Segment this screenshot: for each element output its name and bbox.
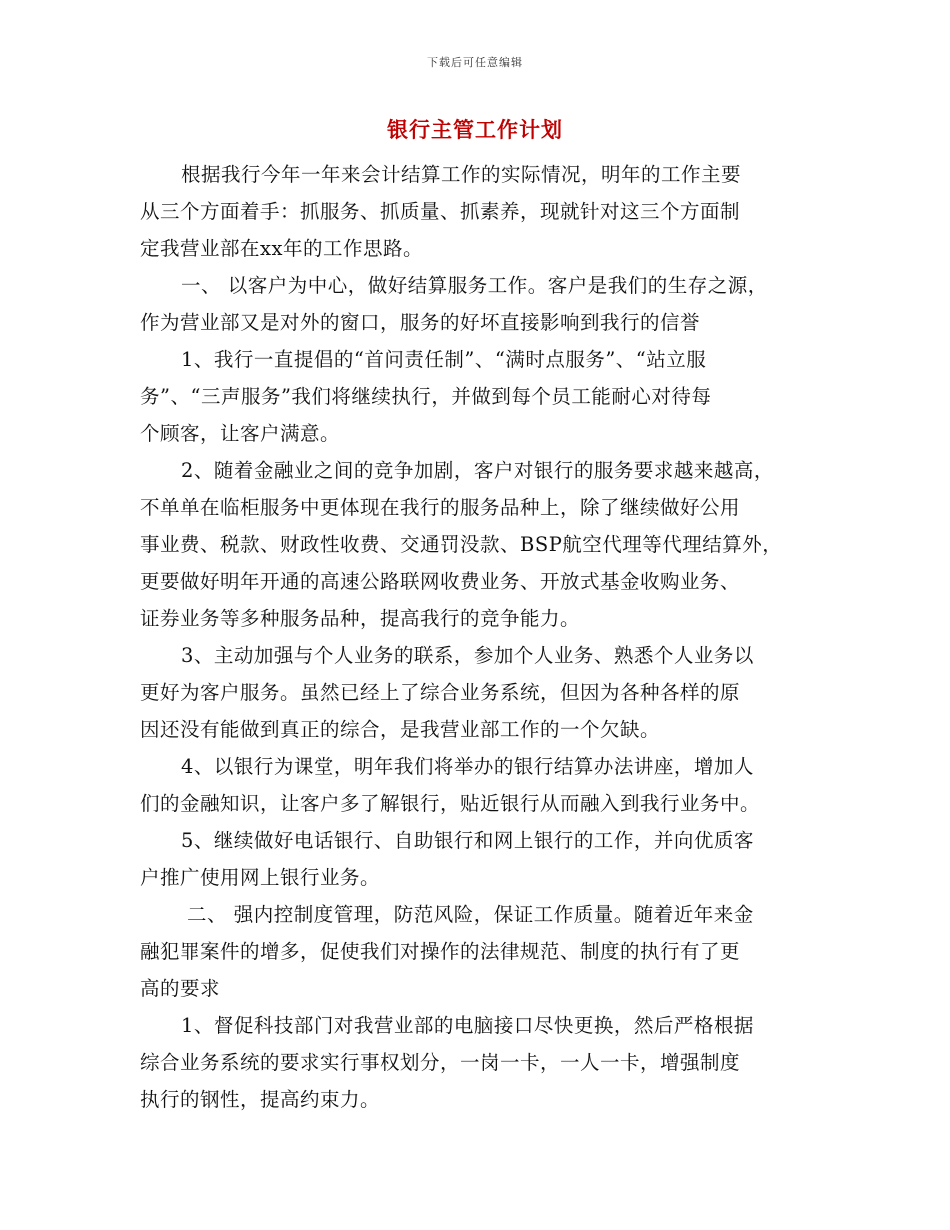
text-line: 户推广使用网上银行业务。 <box>140 866 381 889</box>
paragraph-item-1-1 <box>140 341 820 452</box>
text-line: 从三个方面着手：抓服务、抓质量、抓素养，现就针对这三个方面制 <box>140 200 741 223</box>
text-line: 1、我行一直提倡的“首问责任制”、“满时点服务”、“站立服 <box>181 348 707 371</box>
text-line: 高的要求 <box>140 977 221 1000</box>
text-line: 务”、“三声服务”我们将继续执行，并做到每个员工能耐心对待每 <box>140 385 712 408</box>
text-line: 4、以银行为课堂，明年我们将举办的银行结算办法讲座，增加人 <box>181 755 754 778</box>
text-line: 执行的钢性，提高约束力。 <box>140 1088 381 1111</box>
document-title: 银行主管工作计划 <box>387 117 563 142</box>
paragraph-intro <box>140 156 820 267</box>
paragraph-item-1-5 <box>140 822 820 896</box>
text-line: 证券业务等多种服务品种，提高我行的竞争能力。 <box>140 607 581 630</box>
text-line: 融犯罪案件的增多，促使我们对操作的法律规范、制度的执行有了更 <box>140 940 741 963</box>
text-line: 个顾客，让客户满意。 <box>140 422 341 445</box>
text-line: 作为营业部又是对外的窗口，服务的好坏直接影响到我行的信誉 <box>140 311 701 334</box>
text-line: 5、继续做好电话银行、自助银行和网上银行的工作，并向优质客 <box>181 829 754 852</box>
section-heading-line: 二、 强内控制度管理，防范风险，保证工作质量。随着近年来金 <box>187 903 754 926</box>
paragraph-section-2 <box>140 896 820 1007</box>
text-line: 不单单在临柜服务中更体现在我行的服务品种上，除了继续做好公用 <box>140 496 741 519</box>
paragraph-item-2-1 <box>140 1007 820 1118</box>
section-heading-line: 一、 以客户为中心，做好结算服务工作。客户是我们的生存之源， <box>181 274 768 297</box>
text-line: 综合业务系统的要求实行事权划分，一岗一卡，一人一卡，增强制度 <box>140 1051 741 1074</box>
text-line: 2、随着金融业之间的竞争加剧，客户对银行的服务要求越来越高， <box>181 459 774 482</box>
text-line: 们的金融知识，让客户多了解银行，贴近银行从而融入到我行业务中。 <box>140 792 761 815</box>
text-line: 事业费、税款、财政性收费、交通罚没款、BSP航空代理等代理结算外， <box>140 533 783 556</box>
text-line: 更好为客户服务。虽然已经上了综合业务系统，但因为各种各样的原 <box>140 681 741 704</box>
text-line: 定我营业部在xx年的工作思路。 <box>140 237 423 260</box>
text-line: 根据我行今年一年来会计结算工作的实际情况，明年的工作主要 <box>181 163 742 186</box>
text-line: 3、主动加强与个人业务的联系，参加个人业务、熟悉个人业务以 <box>181 644 754 667</box>
text-line: 更要做好明年开通的高速公路联网收费业务、开放式基金收购业务、 <box>140 570 741 593</box>
text-line: 1、督促科技部门对我营业部的电脑接口尽快更换，然后严格根据 <box>181 1014 754 1037</box>
document-body <box>140 156 820 1118</box>
paragraph-item-1-4 <box>140 748 820 822</box>
text-line: 因还没有能做到真正的综合，是我营业部工作的一个欠缺。 <box>140 718 661 741</box>
paragraph-section-1 <box>140 267 820 341</box>
paragraph-item-1-3 <box>140 637 820 748</box>
paragraph-item-1-2 <box>140 452 820 637</box>
header-note: 下载后可任意编辑 <box>427 56 523 69</box>
